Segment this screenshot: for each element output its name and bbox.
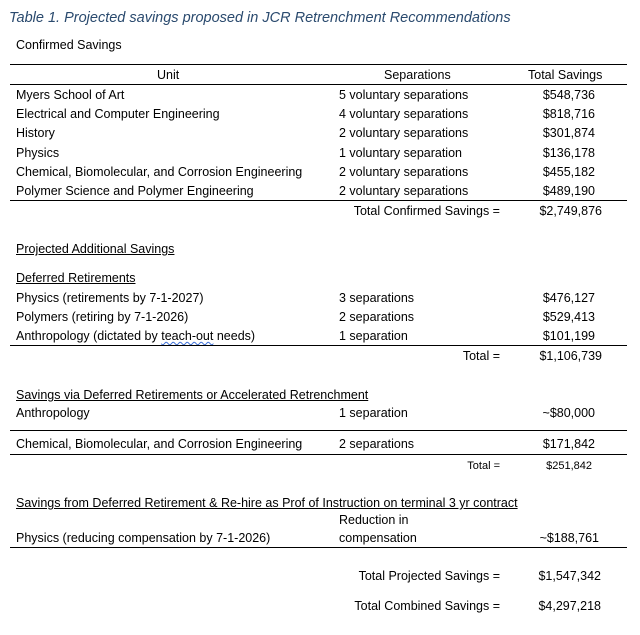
confirmed-separations: 4 voluntary separations [339, 107, 469, 121]
confirmed-unit: Chemical, Biomolecular, and Corrosion Engineering [16, 165, 303, 179]
confirmed-separations: 2 voluntary separations [339, 165, 469, 179]
deferred-unit-post: needs) [213, 329, 256, 343]
confirmed-separations: 2 voluntary separations [339, 184, 469, 198]
deferred-separations: 1 separation [339, 329, 408, 343]
confirmed-savings: $136,178 [542, 146, 595, 160]
table-caption: Table 1. Projected savings proposed in JCR Retrenchment Recommendations [9, 10, 511, 26]
deferred-separations: 2 separations [339, 310, 415, 324]
deferred-savings: $101,199 [542, 329, 595, 343]
total-combined-label: Total Combined Savings = [354, 599, 500, 613]
confirmed-separations: 1 voluntary separation [339, 146, 462, 160]
confirmed-savings: $548,736 [542, 88, 595, 102]
deferred-unit: Polymers (retiring by 7-1-2026) [16, 310, 189, 324]
deferred-total-value: $1,106,739 [539, 349, 602, 363]
accelerated-bottom-rule [10, 454, 627, 455]
spellcheck-word: teach-out [161, 329, 214, 343]
rehire-col-label: Reduction in [339, 513, 409, 527]
total-confirmed-value: $2,749,876 [539, 204, 602, 218]
confirmed-savings: $455,182 [542, 165, 595, 179]
col-header-separations: Separations [384, 68, 451, 82]
projected-heading: Projected Additional Savings [16, 242, 175, 256]
confirmed-heading: Confirmed Savings [16, 38, 122, 52]
table-top-rule [10, 64, 627, 65]
confirmed-unit: Physics [16, 146, 60, 160]
deferred-unit [16, 328, 255, 344]
accelerated-unit: Anthropology [16, 406, 90, 420]
rehire-heading: Savings from Deferred Retirement & Re-hire as Prof of Instruction on terminal 3 yr contract [16, 496, 518, 510]
rehire-savings: ~$188,761 [539, 531, 599, 545]
accelerated-savings: ~$80,000 [542, 406, 595, 420]
accelerated-total-value: $251,842 [546, 460, 592, 472]
deferred-unit-pre: Anthropology (dictated by [16, 329, 162, 343]
total-confirmed-label: Total Confirmed Savings = [353, 204, 500, 218]
deferred-bottom-rule [10, 345, 627, 346]
confirmed-separations: 5 voluntary separations [339, 88, 469, 102]
accelerated-savings: $171,842 [542, 437, 595, 451]
confirmed-unit: Myers School of Art [16, 88, 125, 102]
confirmed-unit: Polymer Science and Polymer Engineering [16, 184, 254, 198]
deferred-savings: $529,413 [542, 310, 595, 324]
deferred-unit: Physics (retirements by 7-1-2027) [16, 291, 204, 305]
confirmed-bottom-rule [10, 200, 627, 201]
col-header-savings: Total Savings [528, 68, 603, 82]
col-header-unit: Unit [157, 68, 180, 82]
confirmed-savings: $818,716 [542, 107, 595, 121]
accelerated-mid-rule [10, 430, 627, 431]
deferred-heading: Deferred Retirements [16, 271, 136, 285]
confirmed-savings: $301,874 [542, 126, 595, 140]
confirmed-unit: Electrical and Computer Engineering [16, 107, 220, 121]
deferred-total-label: Total = [462, 349, 500, 363]
deferred-separations: 3 separations [339, 291, 415, 305]
confirmed-savings: $489,190 [542, 184, 595, 198]
header-rule [10, 84, 627, 85]
rehire-bottom-rule [10, 547, 627, 548]
rehire-separations: compensation [339, 531, 417, 545]
confirmed-separations: 2 voluntary separations [339, 126, 469, 140]
accelerated-total-label: Total = [467, 460, 500, 472]
total-projected-value: $1,547,342 [538, 569, 601, 583]
total-combined-value: $4,297,218 [538, 599, 601, 613]
confirmed-unit: History [16, 126, 55, 140]
total-projected-label: Total Projected Savings = [358, 569, 500, 583]
accelerated-separations: 2 separations [339, 437, 415, 451]
accelerated-separations: 1 separation [339, 406, 408, 420]
accelerated-unit: Chemical, Biomolecular, and Corrosion Engineering [16, 437, 303, 451]
rehire-unit: Physics (reducing compensation by 7-1-2026) [16, 531, 271, 545]
accelerated-heading: Savings via Deferred Retirements or Accelerated Retrenchment [16, 388, 369, 402]
deferred-savings: $476,127 [542, 291, 595, 305]
